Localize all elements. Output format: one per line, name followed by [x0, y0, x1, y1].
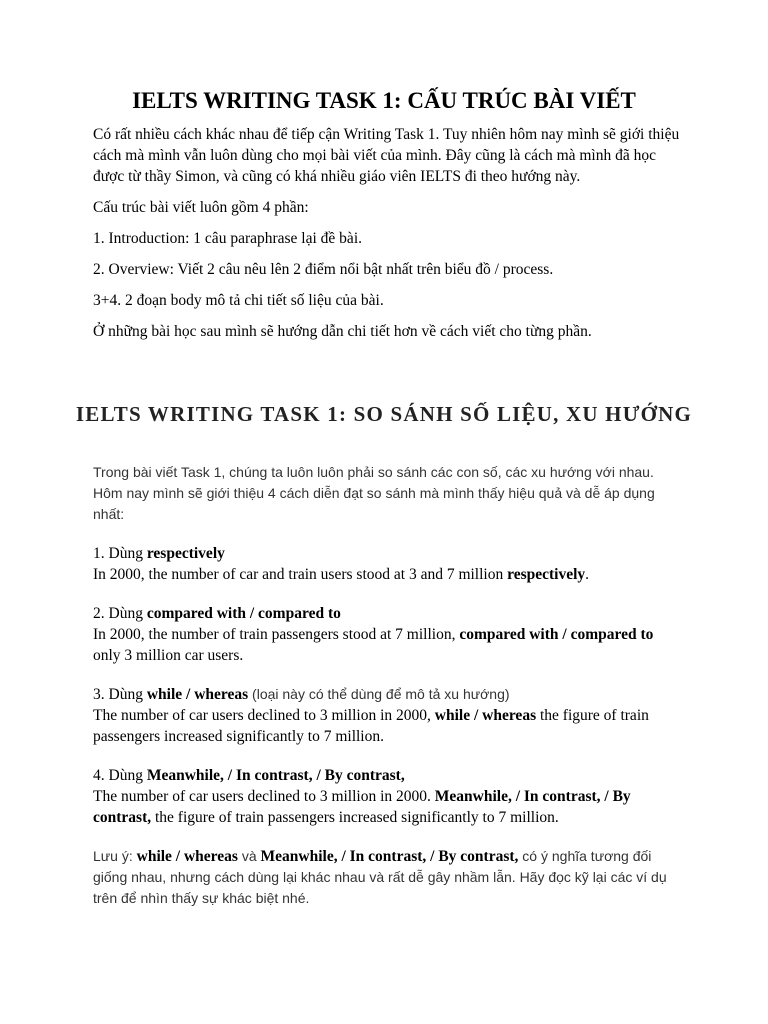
method-3-keyword: while / whereas — [146, 686, 249, 703]
method-3-heading: 3. Dùng while / whereas (loại này có thể dùng để mô tả xu hướng) — [93, 686, 510, 703]
method-1-keyword: respectively — [146, 545, 225, 562]
section1-closing: Ở những bài học sau mình sẽ hướng dẫn chi tiết hơn về cách viết cho từng phần. — [93, 323, 592, 340]
section2-body — [93, 462, 683, 909]
structure-item-3: 3+4. 2 đoạn body mô tả chi tiết số liệu của bài. — [93, 292, 384, 309]
structure-item-2: 2. Overview: Viết 2 câu nêu lên 2 điểm nổi bật nhất trên biểu đồ / process. — [93, 261, 554, 278]
method-1-heading: 1. Dùng respectively — [93, 545, 225, 562]
structure-lead: Cấu trúc bài viết luôn gồm 4 phần: — [93, 199, 309, 216]
section1-title: IELTS WRITING TASK 1: CẤU TRÚC BÀI VIẾT — [132, 88, 636, 113]
section2-intro: Trong bài viết Task 1, chúng ta luôn luôn phải so sánh các con số, các xu hướng với nhau. Hôm nay mình sẽ giới thiệu 4 cách diễn đạt so sánh mà mình thấy hiệu quả và dễ áp dụng nhất: — [93, 464, 655, 522]
method-4-keyword: Meanwhile, / In contrast, / By contrast, — [146, 767, 405, 784]
method-3-example: The number of car users declined to 3 million in 2000, while / whereas the figure of train passengers increased significantly to 7 million. — [93, 707, 649, 745]
method-2-example: In 2000, the number of train passengers stood at 7 million, compared with / compared to only 3 million car users. — [93, 626, 654, 664]
note-paragraph: Lưu ý: while / whereas và Meanwhile, / In contrast, / By contrast, có ý nghĩa tương đối giống nhau, nhưng cách dùng lại khác nhau và rất dễ gây nhầm lẫn. Hãy đọc kỹ lại các ví dụ trên để nhìn thấy sự khác biệt nhé. — [93, 848, 667, 906]
section2-title: IELTS WRITING TASK 1: SO SÁNH SỐ LIỆU, XU HƯỚNG — [75, 402, 693, 426]
method-4-heading: 4. Dùng Meanwhile, / In contrast, / By contrast, — [93, 767, 405, 784]
method-4-example: The number of car users declined to 3 million in 2000. Meanwhile, / In contrast, / By contrast, the figure of train passengers increased significantly to 7 million. — [93, 788, 631, 826]
section1-intro: Có rất nhiều cách khác nhau để tiếp cận Writing Task 1. Tuy nhiên hôm nay mình sẽ giới thiệu cách mà mình vẫn luôn dùng cho mọi bài viết của mình. Đây cũng là cách mà mình đã học được từ thầy Simon, và cũng có khá nhiều giáo viên IELTS đi theo hướng này. — [93, 126, 680, 185]
structure-item-1: 1. Introduction: 1 câu paraphrase lại đề bài. — [93, 230, 362, 247]
section1-body — [93, 124, 683, 342]
method-2-keyword: compared with / compared to — [146, 605, 341, 622]
method-1-example: In 2000, the number of car and train users stood at 3 and 7 million respectively. — [93, 566, 590, 583]
method-3-note: (loại này có thể dùng để mô tả xu hướng) — [248, 686, 510, 702]
method-2-heading: 2. Dùng compared with / compared to — [93, 605, 341, 622]
